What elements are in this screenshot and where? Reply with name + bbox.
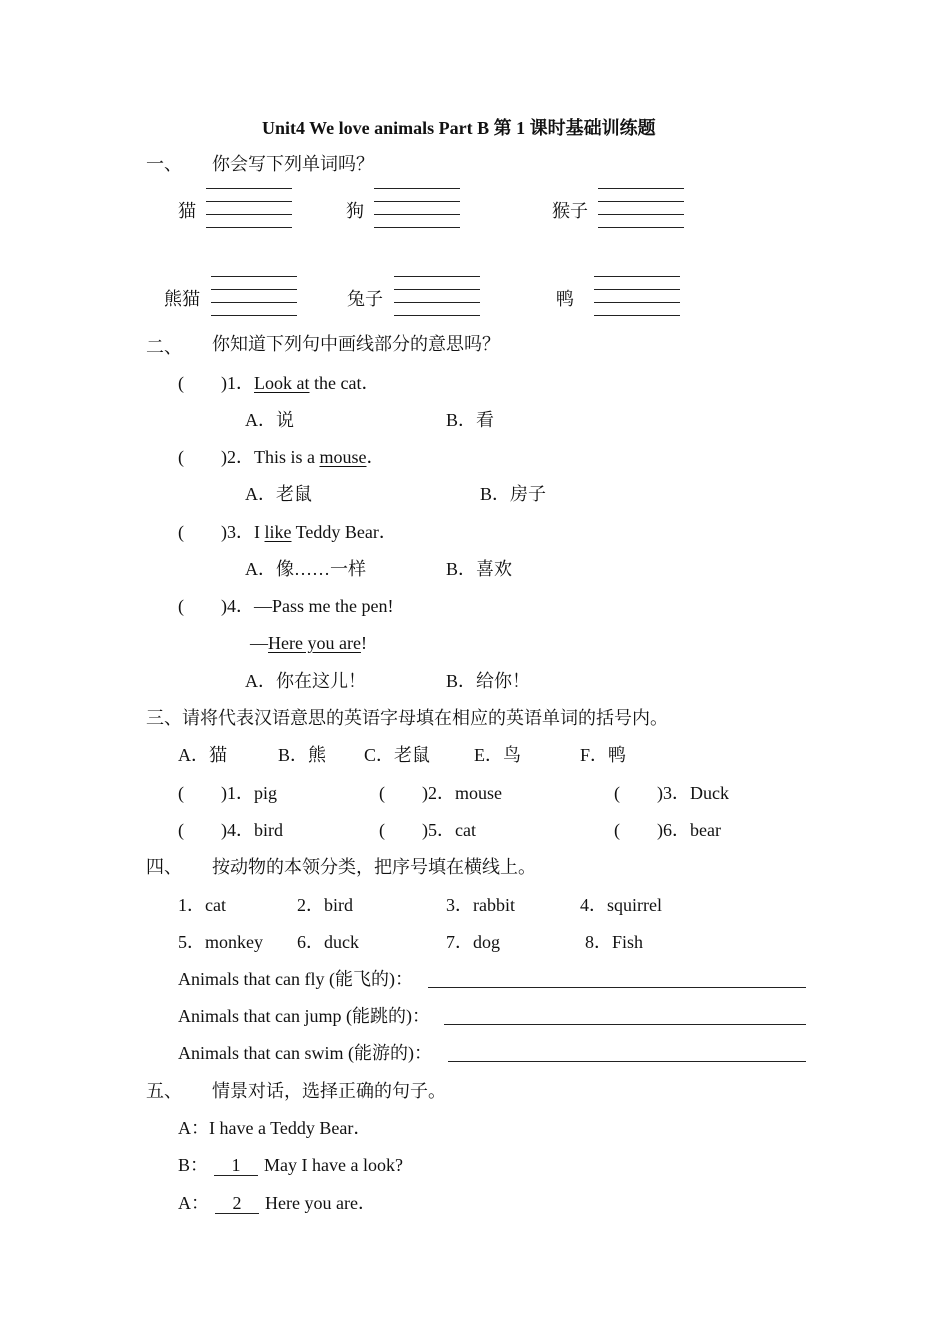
writing-line[interactable] [206,188,292,189]
writing-line[interactable] [394,276,480,277]
s3-item: )1．pig [221,783,277,803]
writing-line[interactable] [211,276,297,277]
q1-option-a: A．说 [245,410,294,430]
blank-2[interactable]: 2 [215,1193,259,1214]
section-4-heading: 按动物的本领分类，把序号填在横线上。 [212,857,536,877]
section-4-number: 四、 [146,857,182,877]
answer-paren[interactable]: ( [178,373,184,393]
s4-word: 1．cat [178,895,226,915]
section-2-number: 二、 [146,337,182,357]
writing-line[interactable] [374,214,460,215]
dialogue-line-2: B： 1 May I have a look? [178,1155,403,1175]
s4-word: 4．squirrel [580,895,662,915]
q1-option-b: B．看 [446,410,495,430]
writing-line[interactable] [211,315,297,316]
page-title: Unit4 We love animals Part B 第 1 课时基础训练题 [262,118,656,138]
s3-option: A．猫 [178,745,227,765]
answer-paren[interactable]: ( [178,596,184,616]
word-rabbit-cn: 兔子 [347,289,383,309]
q3-option-a: A．像……一样 [245,559,366,579]
s3-option: B．熊 [278,745,327,765]
writing-line[interactable] [374,188,460,189]
question-2: )2．This is a mouse． [221,447,385,467]
writing-line[interactable] [598,227,684,228]
fly-label: Animals that can fly (能飞的)： [178,969,413,989]
word-duck-cn: 鸭 [556,289,574,309]
s3-item: )3．Duck [657,783,729,803]
section-5-number: 五、 [146,1081,182,1101]
word-dog-cn: 狗 [346,201,364,221]
answer-paren[interactable]: ( [614,820,620,840]
writing-line[interactable] [206,214,292,215]
writing-line[interactable] [394,315,480,316]
s3-item: )4．bird [221,820,283,840]
s3-item: )6．bear [657,820,721,840]
writing-line[interactable] [211,302,297,303]
word-cat-cn: 猫 [178,201,196,221]
question-4-reply: —Here you are! [250,633,367,653]
q2-option-b: B．房子 [480,484,547,504]
s3-option: F．鸭 [580,745,627,765]
answer-paren[interactable]: ( [178,522,184,542]
word-panda-cn: 熊猫 [164,289,200,309]
q4-option-a: A．你在这儿！ [245,671,366,691]
question-4: )4．—Pass me the pen! [221,596,394,616]
jump-label: Animals that can jump (能跳的)： [178,1006,430,1026]
dialogue-line-3: A： 2 Here you are． [178,1193,376,1213]
writing-line[interactable] [394,289,480,290]
answer-paren[interactable]: ( [178,447,184,467]
s3-item: )5．cat [422,820,476,840]
swim-answer-line[interactable] [448,1061,806,1062]
writing-line[interactable] [598,201,684,202]
writing-line[interactable] [598,188,684,189]
section-1-number: 一、 [146,154,182,174]
writing-line[interactable] [594,276,680,277]
s4-word: 7．dog [446,932,500,952]
question-3: )3．I like Teddy Bear． [221,522,397,542]
answer-paren[interactable]: ( [379,783,385,803]
question-1: )1．Look at the cat． [221,373,380,393]
answer-paren[interactable]: ( [614,783,620,803]
section-3-heading: 三、请将代表汉语意思的英语字母填在相应的英语单词的括号内。 [146,708,668,728]
q3-option-b: B．喜欢 [446,559,513,579]
s3-option: E．鸟 [474,745,521,765]
s3-item: )2．mouse [422,783,502,803]
section-2-heading: 你知道下列句中画线部分的意思吗？ [212,334,500,354]
q2-option-a: A．老鼠 [245,484,312,504]
writing-line[interactable] [394,302,480,303]
s4-word: 8．Fish [585,932,644,952]
swim-label: Animals that can swim (能游的)： [178,1043,432,1063]
writing-line[interactable] [211,289,297,290]
writing-line[interactable] [374,227,460,228]
answer-paren[interactable]: ( [178,820,184,840]
q4-option-b: B．给你！ [446,671,531,691]
writing-line[interactable] [374,201,460,202]
writing-line[interactable] [206,227,292,228]
s4-word: 5．monkey [178,932,263,952]
s3-option: C．老鼠 [364,745,431,765]
blank-1[interactable]: 1 [214,1155,258,1176]
s4-word: 2．bird [297,895,353,915]
writing-line[interactable] [598,214,684,215]
answer-paren[interactable]: ( [178,783,184,803]
fly-answer-line[interactable] [428,987,806,988]
writing-line[interactable] [594,302,680,303]
s4-word: 6．duck [297,932,359,952]
s4-word: 3．rabbit [446,895,515,915]
writing-line[interactable] [594,289,680,290]
word-monkey-cn: 猴子 [552,201,588,221]
section-1-heading: 你会写下列单词吗？ [212,154,374,174]
jump-answer-line[interactable] [444,1024,806,1025]
writing-line[interactable] [594,315,680,316]
dialogue-line-1: A：I have a Teddy Bear． [178,1118,372,1138]
writing-line[interactable] [206,201,292,202]
section-5-heading: 情景对话，选择正确的句子。 [212,1081,446,1101]
answer-paren[interactable]: ( [379,820,385,840]
